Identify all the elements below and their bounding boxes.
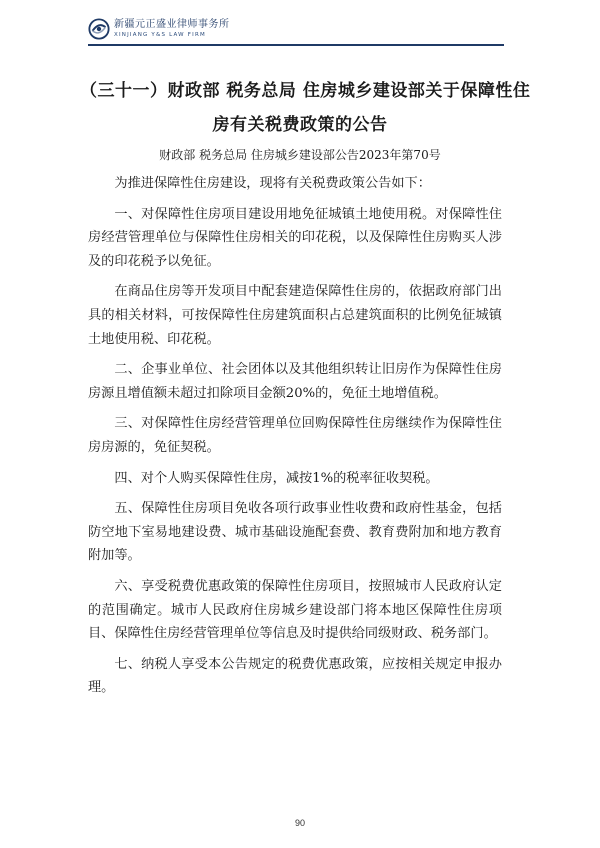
announcement-source: 财政部 税务总局 住房城乡建设部公告2023年第70号 — [159, 148, 441, 162]
paragraph-item-6: 六、享受税费优惠政策的保障性住房项目，按照城市人民政府认定的范围确定。城市人民政府住房城乡建设部门将本地区保障性住房项目、保障性住房经营管理单位等信息及时提供给同级财政、税务部门。 — [88, 578, 502, 642]
paragraph-item-1: 一、对保障性住房项目建设用地免征城镇土地使用税。对保障性住房经营管理单位与保障性住房相关的印花税，以及保障性住房购买人涉及的印花税予以免征。 — [88, 206, 502, 269]
firm-name-english: XINJIANG Y&S LAW FIRM — [114, 32, 206, 38]
document-title-line-2: 房有关税费政策的公告 — [212, 115, 388, 135]
paragraph-item-1-supplement: 在商品住房等开发项目中配套建造保障性住房的，依据政府部门出具的相关材料，可按保障性住房建筑面积占总建筑面积的比例免征城镇土地使用税、印花税。 — [88, 284, 502, 347]
document-body — [88, 172, 502, 707]
document-title-line-1: （三十一）财政部 税务总局 住房城乡建设部关于保障性住 — [80, 81, 531, 101]
paragraph-item-5: 五、保障性住房项目免收各项行政事业性收费和政府性基金，包括防空地下室易地建设费、城市基础设施配套费、教育费附加和地方教育附加等。 — [88, 501, 502, 564]
page-number: 90 — [294, 818, 305, 828]
header-divider — [88, 44, 504, 46]
paragraph-item-7: 七、纳税人享受本公告规定的税费优惠政策，应按相关规定申报办理。 — [88, 656, 502, 696]
firm-logo-icon — [88, 18, 110, 40]
paragraph-intro: 为推进保障性住房建设，现将有关税费政策公告如下： — [114, 176, 431, 191]
firm-name — [114, 19, 230, 39]
paragraph-item-4: 四、对个人购买保障性住房，减按1%的税率征收契税。 — [114, 470, 439, 486]
firm-name-chinese: 新疆元正盛业律师事务所 — [114, 19, 230, 30]
letterhead — [88, 16, 230, 42]
paragraph-item-3: 三、对保障性住房经营管理单位回购保障性住房继续作为保障性住房房源的，免征契税。 — [88, 416, 502, 455]
paragraph-item-2: 二、企事业单位、社会团体以及其他组织转让旧房作为保障性住房房源且增值额未超过扣除项目金额20%的，免征土地增值税。 — [88, 362, 502, 401]
